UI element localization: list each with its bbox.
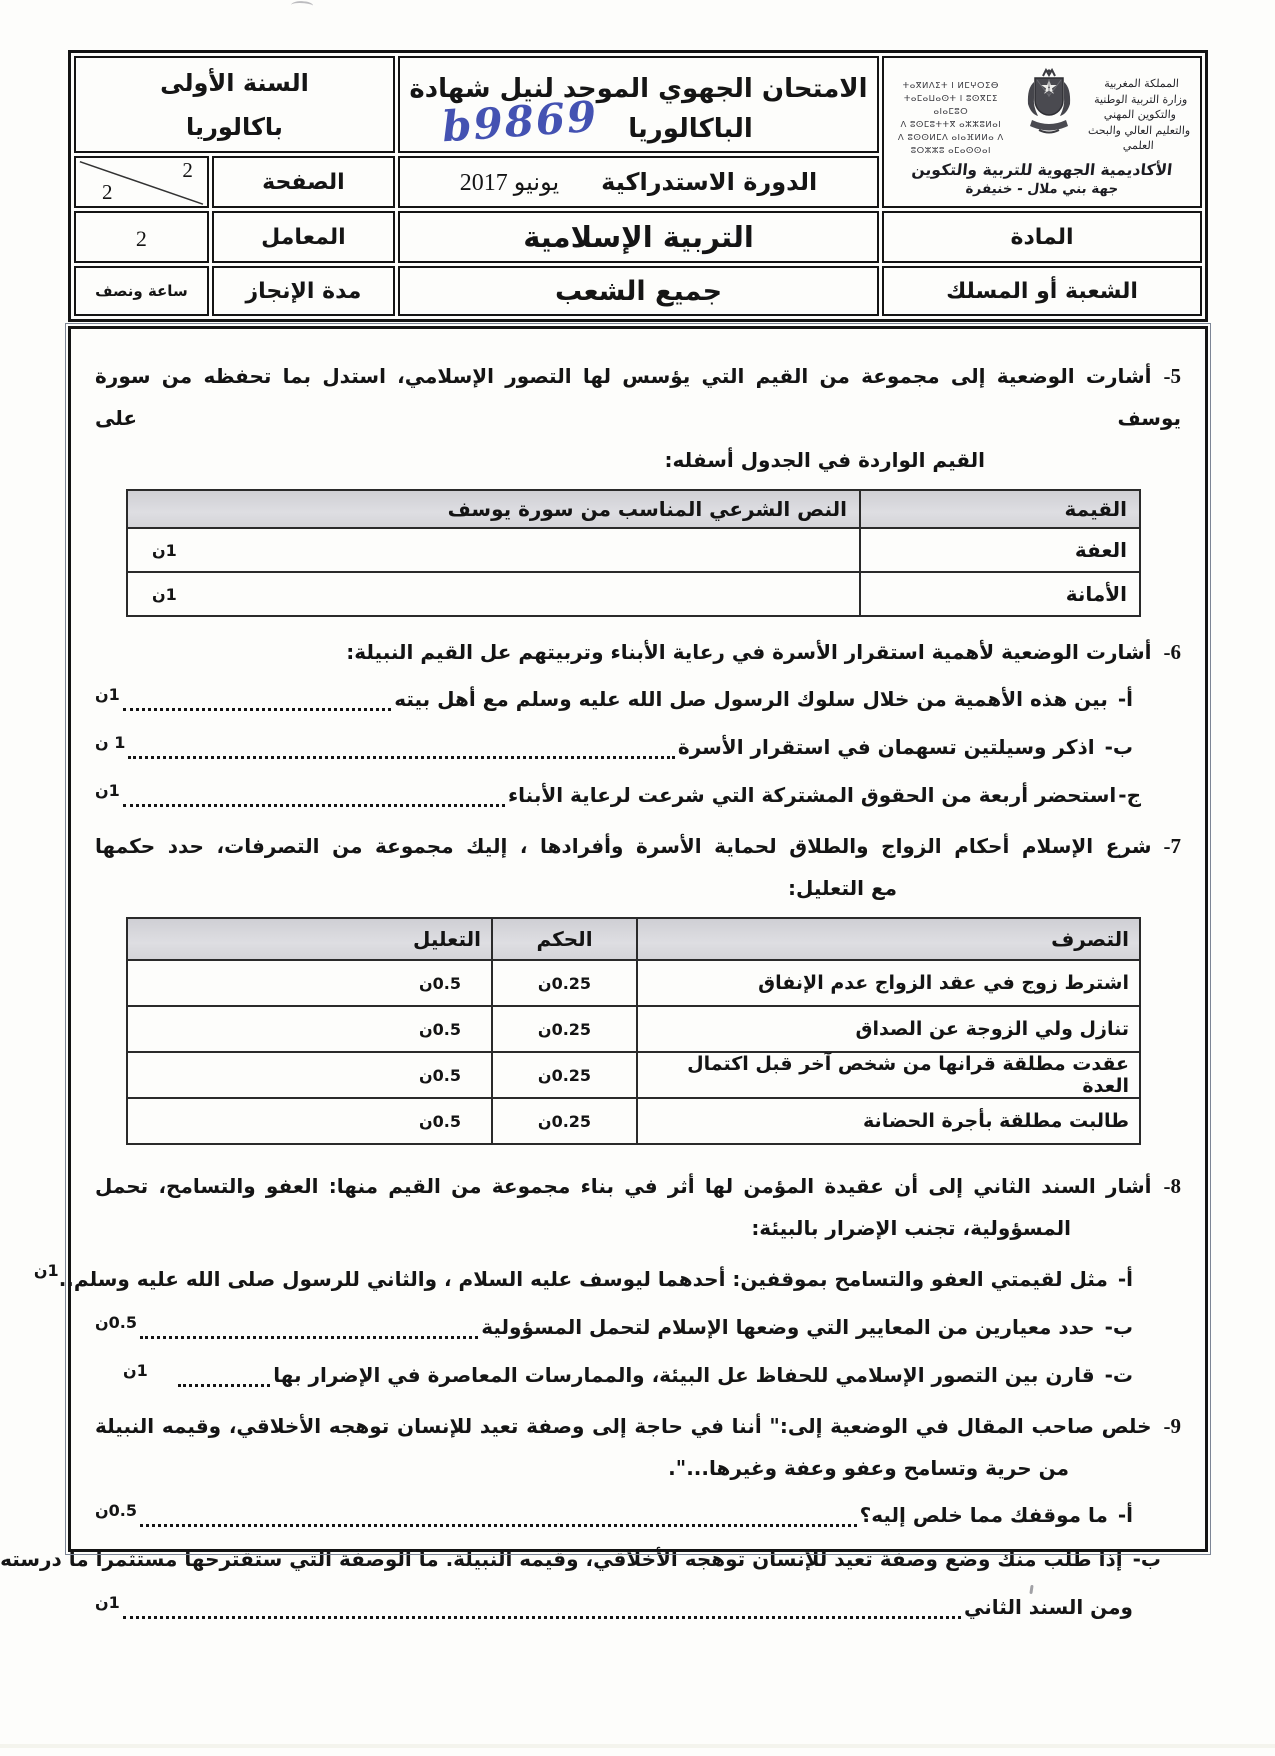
session-date: يونيو 2017 — [459, 169, 560, 196]
question-5 — [95, 355, 1181, 481]
page-label: الصفحة — [212, 156, 395, 208]
question-5-text: أشارت الوضعية إلى مجموعة من القيم التي يؤسس لها التصور الإسلامي، استدل بما تحفظه من سورة يوسف على — [95, 364, 1181, 430]
table-row — [127, 960, 1140, 1006]
item-label: ب- — [1104, 1315, 1133, 1339]
rulings-header-act: التصرف — [637, 918, 1140, 960]
dotted-leader — [123, 804, 505, 807]
ministry-tifinagh-line: ⵜⴰⴳⵍⴷⵉⵜ ⵏ ⵍⵎⵖⵔⵉⴱ — [902, 80, 999, 91]
question-8 — [33, 1165, 1181, 1397]
ministry-arabic-line: وزارة التربية الوطنية — [1093, 92, 1188, 105]
item-label: أ- — [1117, 687, 1133, 711]
act-cell: تنازل ولي الزوجة عن الصداق — [637, 1006, 1140, 1052]
session-cell — [398, 156, 879, 208]
question-7 — [95, 825, 1181, 909]
value-name: العفة — [860, 528, 1140, 572]
mark-badge: 1ن — [95, 1593, 120, 1612]
dotted-leader — [140, 1336, 478, 1339]
handwritten-code: b9869 — [440, 91, 600, 152]
ruling-mark: 0.25ن — [492, 960, 637, 1006]
scan-artifact-streak — [0, 1744, 1275, 1748]
ministry-arabic-line: والتكوين المهني — [1103, 107, 1177, 121]
subject-name: التربية الإسلامية — [398, 211, 879, 263]
rulings-table — [126, 917, 1141, 1145]
answer-cell — [127, 572, 860, 616]
ministry-arabic-line: والتعليم العالي والبحث العلمي — [1087, 123, 1191, 152]
question-7-line2: مع التعليل: — [787, 876, 897, 900]
justification-mark: 0.5ن — [127, 1098, 492, 1144]
item-text: اذكر وسيلتين تسهمان في استقرار الأسرة — [677, 735, 1095, 759]
question-7-text: شرع الإسلام أحكام الزواج والطلاق لحماية الأسرة وأفرادها ، إليك مجموعة من التصرفات، حدد حكمها — [95, 834, 1152, 858]
ruling-mark: 0.25ن — [492, 1006, 637, 1052]
question-6-item-b — [95, 721, 1181, 769]
branches-value: جميع الشعب — [398, 266, 879, 316]
academy-region: جهة بني ملال - خنيفرة — [964, 180, 1120, 197]
question-6-intro — [95, 631, 1181, 673]
rulings-header-justification: التعليل — [127, 918, 492, 960]
mark-badge: 1 ن — [95, 733, 126, 752]
ministry-arabic-line: المملكة المغربية — [1103, 76, 1179, 90]
justification-mark: 0.5ن — [127, 960, 492, 1006]
mark-badge: 1ن — [152, 584, 177, 604]
question-6 — [95, 631, 1181, 817]
question-9-text: خلص صاحب المقال في الوضعية إلى:" أننا في حاجة إلى وصفة تعيد للإنسان توهجه الأخلاقي، وقيمه النبيلة — [95, 1414, 1152, 1438]
question-5-number: 5- — [1163, 364, 1181, 388]
table-row — [127, 572, 1140, 616]
branches-label: الشعبة أو المسلك — [882, 266, 1202, 316]
act-cell: اشترط زوج في عقد الزواج عدم الإنفاق — [637, 960, 1140, 1006]
question-9-line1 — [95, 1405, 1181, 1447]
question-5-line2: القيم الواردة في الجدول أسفله: — [664, 448, 985, 472]
value-name: الأمانة — [860, 572, 1140, 616]
question-9-item-a — [95, 1489, 1181, 1537]
item-text: مثل لقيمتي العفو والتسامح بموقفين: أحدهما ليوسف عليه السلام ، والثاني للرسول صلى الله عليه وسلم.. — [58, 1267, 1108, 1291]
question-9-number: 9- — [1163, 1414, 1181, 1438]
act-cell: عقدت مطلقة قرانها من شخص آخر قبل اكتمال العدة — [637, 1052, 1140, 1098]
page-number: 2 — [182, 158, 193, 182]
question-8-item-a — [33, 1249, 1181, 1301]
page-value-cell — [74, 156, 209, 208]
mark-badge: 1ن — [152, 540, 177, 560]
question-8-line2: المسؤولية، تجنب الإضرار بالبيئة: — [751, 1216, 1071, 1240]
values-table — [126, 489, 1141, 617]
ministry-top-row — [888, 68, 1196, 158]
ruling-mark: 0.25ن — [492, 1052, 637, 1098]
exam-title-line1: الامتحان الجهوي الموحد لنيل شهادة — [409, 73, 868, 104]
table-row — [127, 1052, 1140, 1098]
table-row — [127, 1098, 1140, 1144]
subject-label: المادة — [882, 211, 1202, 263]
justification-mark: 0.5ن — [127, 1052, 492, 1098]
mark-badge: 0.5ن — [95, 1313, 137, 1332]
rulings-header-ruling: الحكم — [492, 918, 637, 960]
year-line2: باكالوريا — [186, 112, 283, 141]
dotted-leader — [140, 1524, 857, 1527]
ministry-tifinagh-line: ⴷ ⵓⵙⵙⵍⵎⴷ ⴰⵏⴰⴼⵍⵍⴰ ⴷ ⵓⵔⵣⵣⵓ ⴰⵎⴰⵙⵙⴰⵏ — [897, 132, 1004, 156]
question-6-item-c — [95, 769, 1181, 817]
mark-badge: 1ن — [123, 1361, 148, 1380]
session-name: الدورة الاستدراكية — [601, 167, 818, 196]
question-8-line1 — [95, 1165, 1181, 1207]
dotted-leader — [123, 1616, 961, 1619]
question-9 — [0, 1405, 1181, 1629]
question-5-line1 — [95, 355, 1181, 439]
item-label: ت- — [1104, 1363, 1133, 1387]
item-text: ومن السند الثاني — [964, 1595, 1133, 1619]
exam-header-table — [68, 50, 1208, 322]
question-9-line2: من حرية وتسامح وعفو وعفة وغيرها...". — [668, 1456, 1069, 1480]
mark-badge: 1ن — [33, 1261, 59, 1280]
duration-value: ساعة ونصف — [74, 266, 209, 316]
question-8-item-t — [95, 1349, 1181, 1397]
ministry-header-cell — [882, 56, 1202, 208]
act-cell: طالبت مطلقة بأجرة الحضانة — [637, 1098, 1140, 1144]
item-text: حدد معيارين من المعايير التي وضعها الإسلام لتحمل المسؤولية — [481, 1315, 1095, 1339]
ministry-arabic-text — [1081, 68, 1198, 154]
item-text: قارن بين التصور الإسلامي للحفاظ عل البيئة، والممارسات المعاصرة في الإضرار بها — [273, 1363, 1095, 1387]
question-7-number: 7- — [1163, 834, 1181, 858]
dotted-leader — [178, 1384, 270, 1387]
item-text: بين هذه الأهمية من خلال سلوك الرسول صل الله عليه وسلم مع أهل بيته — [394, 687, 1108, 711]
question-8-number: 8- — [1163, 1174, 1181, 1198]
academy-name: الأكاديمية الجهوية للتربية والتكوين — [910, 160, 1174, 179]
exam-title-line2: الباكالوريا — [628, 113, 753, 144]
item-label: أ- — [1117, 1267, 1133, 1291]
question-6-item-a — [95, 673, 1181, 721]
ministry-tifinagh-text — [888, 68, 1014, 158]
table-row — [127, 1006, 1140, 1052]
coefficient-label: المعامل — [212, 211, 395, 263]
ministry-tifinagh-line: ⵜⴰⵎⴰⵡⴰⵙⵜ ⵏ ⵓⵙⴳⵎⵉ ⴰⵏⴰⵎⵓⵔ — [903, 93, 998, 117]
question-8-text: أشار السند الثاني إلى أن عقيدة المؤمن لها أثر في بناء مجموعة من القيم منها: العفو والتسامح، تحمل — [95, 1174, 1152, 1198]
question-8-item-b — [95, 1301, 1181, 1349]
item-text: إذا طلب منك وضع وصفة تعيد للإنسان توهجه الأخلاقي، وقيمه النبيلة. ما الوصفة التي ستقترحها مستثمرا ما درسته — [0, 1547, 1123, 1571]
coefficient-value: 2 — [74, 211, 209, 263]
mark-badge: 1ن — [95, 781, 120, 800]
item-label: ج- — [1118, 783, 1141, 807]
question-7-line1 — [95, 825, 1181, 867]
questions-box — [0, 326, 1208, 1619]
year-cell — [74, 56, 395, 153]
year-line1: السنة الأولى — [160, 68, 309, 97]
values-table-header-text: النص الشرعي المناسب من سورة يوسف — [127, 490, 860, 528]
duration-label: مدة الإنجاز — [212, 266, 395, 316]
question-6-text: أشارت الوضعية لأهمية استقرار الأسرة في رعاية الأبناء وتربيتهم عل القيم النبيلة: — [346, 640, 1152, 664]
item-label: ب- — [1132, 1547, 1161, 1571]
item-text: استحضر أربعة من الحقوق المشتركة التي شرعت لرعاية الأبناء — [507, 783, 1117, 807]
item-label: ب- — [1104, 735, 1133, 759]
answer-cell — [127, 528, 860, 572]
table-row — [127, 528, 1140, 572]
item-text: ما موقفك مما خلص إليه؟ — [859, 1503, 1108, 1527]
ministry-tifinagh-line: ⴷ ⵓⵙⵎⵓⵜⵜⴳ ⴰⵣⵣⵓⵍⴰⵏ — [900, 119, 1002, 130]
morocco-coat-of-arms-icon — [1020, 68, 1078, 140]
values-table-header-value: القيمة — [860, 490, 1140, 528]
justification-mark: 0.5ن — [127, 1006, 492, 1052]
ruling-mark: 0.25ن — [492, 1098, 637, 1144]
item-label: أ- — [1117, 1503, 1133, 1527]
dotted-leader — [128, 756, 675, 759]
question-9-item-b-line1 — [0, 1537, 1181, 1581]
scan-artifact-top — [291, 0, 314, 11]
mark-badge: 0.5ن — [95, 1501, 137, 1520]
mark-badge: 1ن — [95, 685, 120, 704]
question-9-item-b-line2 — [95, 1581, 1181, 1629]
page-total: 2 — [102, 180, 113, 204]
exam-title-cell — [398, 56, 879, 153]
question-6-number: 6- — [1163, 640, 1181, 664]
dotted-leader — [123, 708, 391, 711]
